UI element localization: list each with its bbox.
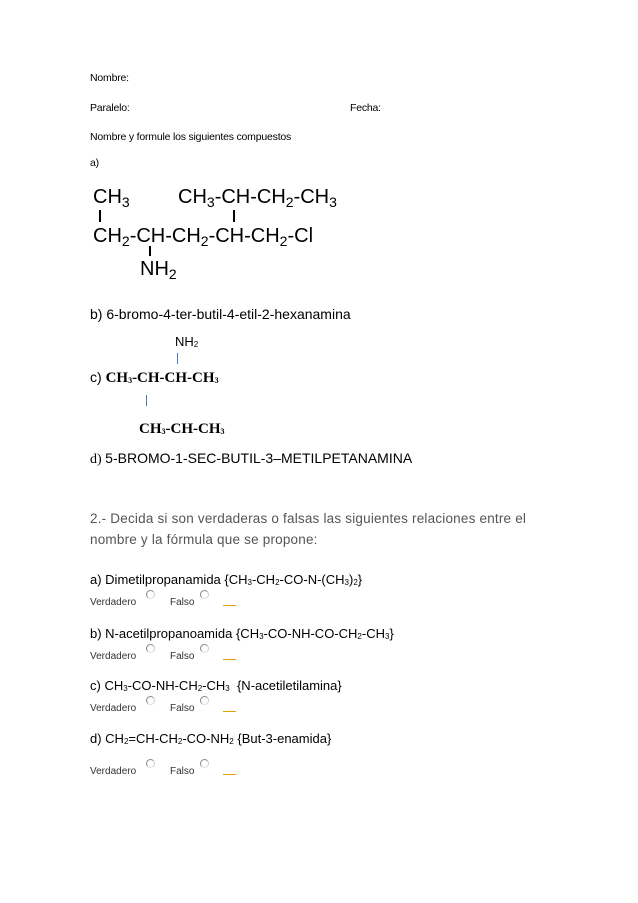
question-a-false-radio[interactable] bbox=[200, 590, 209, 599]
structure-a-image bbox=[88, 180, 368, 280]
question-c-false-label: Falso bbox=[170, 703, 195, 714]
question-b-false-label: Falso bbox=[170, 651, 195, 662]
item-a-label: a) bbox=[90, 157, 99, 169]
question-d-true-label: Verdadero bbox=[90, 766, 137, 777]
question-a-true-radio[interactable] bbox=[146, 590, 155, 599]
item-b-text: b) 6-bromo-4-ter-butil-4-etil-2-hexanamina bbox=[90, 306, 351, 322]
item-c-main: $CH_3-CH-CH-CH_3$ bbox=[105, 370, 219, 386]
question-b-true-label: Verdadero bbox=[90, 651, 137, 662]
question-b-text: b) N-acetilpropanoamida $\{CH_3-CO-NH-CO-CH_2-CH_3\}$ bbox=[90, 626, 394, 641]
question-a-false-label: Falso bbox=[170, 597, 195, 608]
question-d-false-label: Falso bbox=[170, 766, 195, 777]
question-c-false-radio[interactable] bbox=[200, 696, 209, 705]
question-c-blank[interactable] bbox=[223, 711, 236, 712]
question-c-text: c) $CH_3-CO-NH-CH_2-CH_3$ {N-acetiletilamina} bbox=[90, 678, 342, 693]
structure-a-top-chain: $CH_3-CH-CH_2-CH_3$ bbox=[178, 186, 337, 210]
question-a-true-label: Verdadero bbox=[90, 597, 137, 608]
fecha-label: Fecha: bbox=[350, 102, 381, 114]
item-c-bottom: $CH_3-CH-CH_3$ bbox=[139, 421, 225, 437]
question-a-blank[interactable] bbox=[223, 605, 236, 606]
question-d-true-radio[interactable] bbox=[146, 759, 155, 768]
structure-a-main-chain: $CH_2-CH-CH_2-CH-CH_2-Cl$ bbox=[93, 225, 314, 249]
section2-line2: nombre y la fórmula que se propone: bbox=[90, 532, 318, 547]
item-c-nh2: $NH_2$ bbox=[175, 334, 199, 349]
structure-a-nh2: $NH_2$ bbox=[140, 258, 177, 280]
question-b-false-radio[interactable] bbox=[200, 644, 209, 653]
question-c-true-label: Verdadero bbox=[90, 703, 137, 714]
item-d-line: d) 5-BROMO-1-SEC-BUTIL-3–METILPETANAMINA bbox=[90, 450, 413, 467]
question-d-false-radio[interactable] bbox=[200, 759, 209, 768]
bond-c-1 bbox=[177, 353, 178, 364]
question-d-text: d) $CH_2=CH-CH_2-CO-NH_2$ {But-3-enamida} bbox=[90, 731, 332, 746]
question-a-text: a) Dimetilpropanamida $\{CH_3-CH_2-CO-N-(CH_3)_2\}$ bbox=[90, 572, 363, 587]
item-c-line: c) $CH_3-CH-CH-CH_3$ bbox=[90, 369, 219, 386]
section2-line1: 2.- Decida si son verdaderas o falsas las siguientes relaciones entre el bbox=[90, 511, 527, 526]
paralelo-label: Paralelo: bbox=[90, 102, 130, 114]
structure-a-ch3-left: $CH_3$ bbox=[93, 186, 130, 210]
question-b-true-radio[interactable] bbox=[146, 644, 155, 653]
question-d-blank[interactable] bbox=[223, 774, 236, 775]
instruction-text: Nombre y formule los siguientes compuestos bbox=[90, 131, 292, 143]
question-c-true-radio[interactable] bbox=[146, 696, 155, 705]
question-b-blank[interactable] bbox=[223, 659, 236, 660]
bond-c-2 bbox=[146, 395, 147, 406]
nombre-label: Nombre: bbox=[90, 72, 129, 84]
